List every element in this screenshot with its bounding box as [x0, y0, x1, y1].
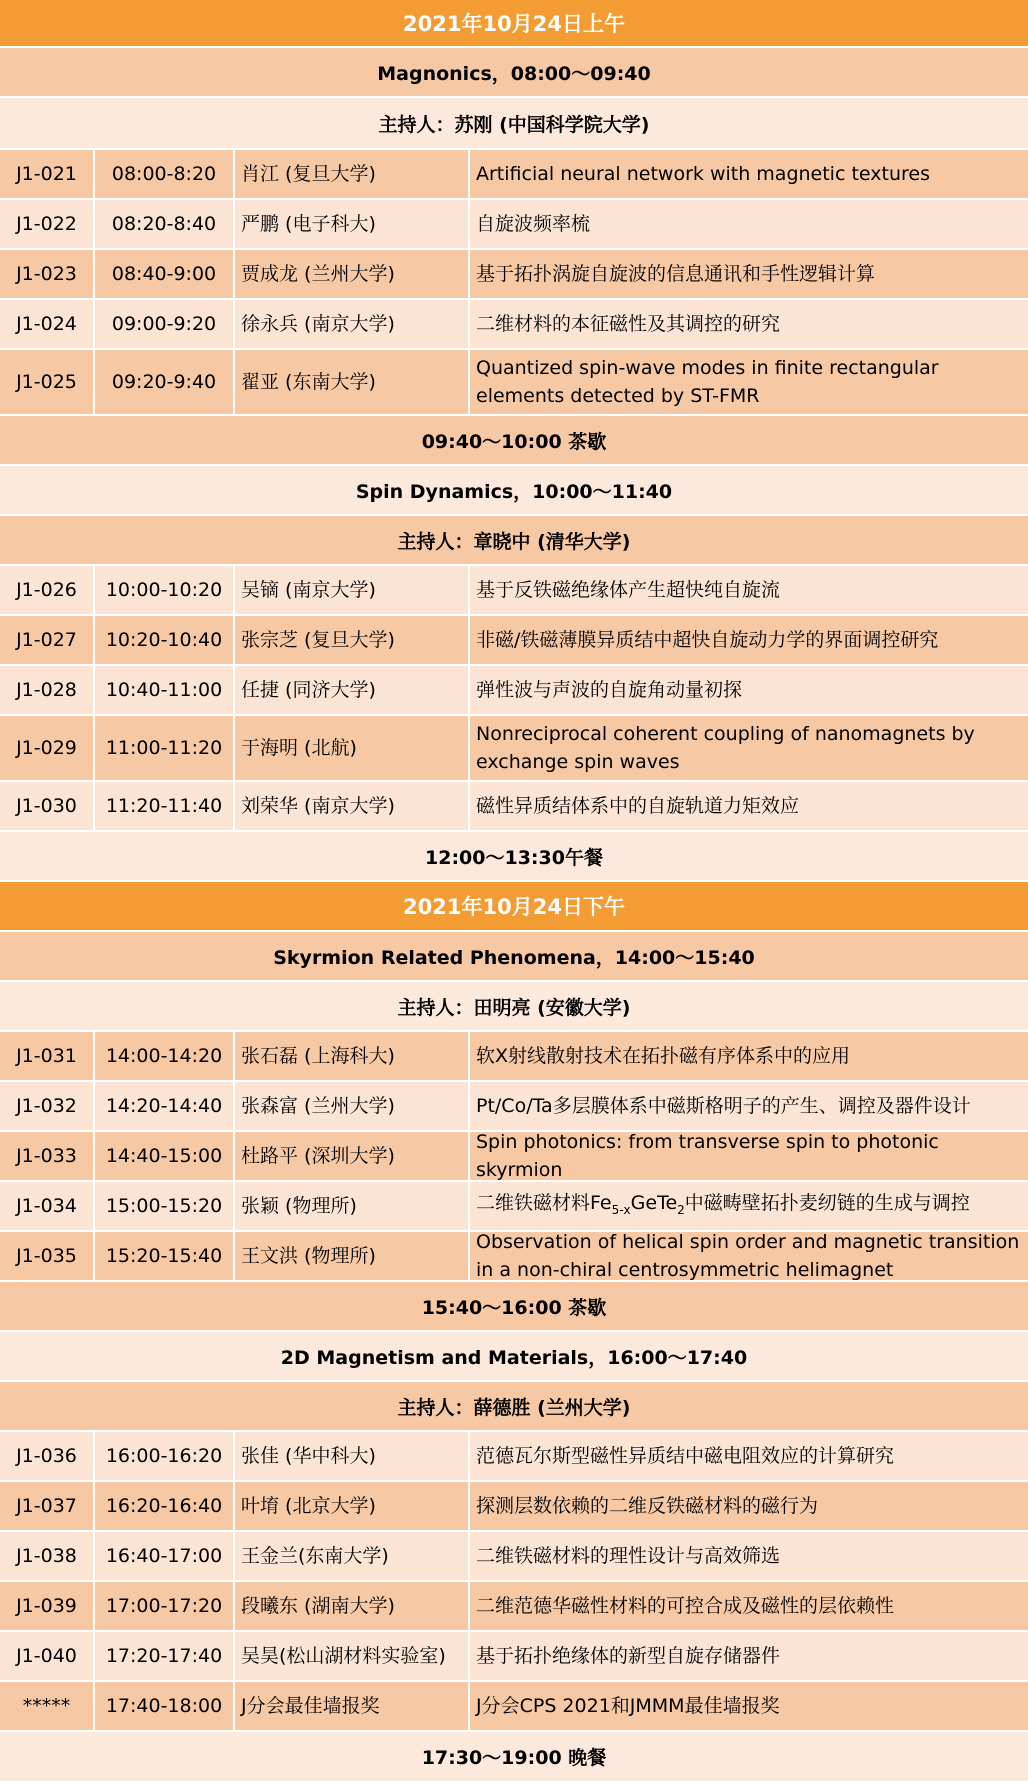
talk-speaker: 于海明 (北航) [235, 716, 470, 780]
table-row [0, 666, 1028, 716]
talk-id: J1-029 [0, 716, 95, 780]
talk-speaker: 张宗芝 (复旦大学) [235, 616, 470, 664]
talk-time: 11:00-11:20 [95, 716, 235, 780]
title-part: 二维铁磁材料Fe [476, 1191, 612, 1214]
talk-time: 14:40-15:00 [95, 1132, 235, 1180]
talk-speaker: J分会最佳墙报奖 [235, 1682, 470, 1730]
talk-speaker: 张森富 (兰州大学) [235, 1082, 470, 1130]
talk-title-text: 二维铁磁材料的理性设计与高效筛选 [476, 1545, 781, 1567]
talk-title-text: 基于拓扑涡旋自旋波的信息通讯和手性逻辑计算 [476, 263, 876, 285]
talk-title [470, 566, 1028, 614]
talk-title-text: 二维范德华磁性材料的可控合成及磁性的层依赖性 [476, 1595, 895, 1617]
table-row [0, 782, 1028, 832]
talk-title-text: Nonreciprocal coherent coupling of nanomagnets by exchange spin waves [476, 723, 975, 773]
talk-id: J1-028 [0, 666, 95, 714]
session-header: Magnonics，08:00～09:40 [0, 48, 1028, 98]
title-part: 5-x [611, 1202, 631, 1217]
table-row [0, 616, 1028, 666]
talk-time: 10:20-10:40 [95, 616, 235, 664]
talk-speaker: 徐永兵 (南京大学) [235, 300, 470, 348]
talk-id: J1-025 [0, 350, 95, 414]
table-row [0, 1532, 1028, 1582]
talk-time: 14:00-14:20 [95, 1032, 235, 1080]
talk-id: J1-021 [0, 150, 95, 198]
talk-title [470, 1182, 1028, 1230]
talk-title-text: 非磁/铁磁薄膜异质结中超快自旋动力学的界面调控研究 [476, 629, 939, 651]
talk-title [470, 200, 1028, 248]
talk-speaker: 杜路平 (深圳大学) [235, 1132, 470, 1180]
talk-speaker: 肖江 (复旦大学) [235, 150, 470, 198]
talk-id: ***** [0, 1682, 95, 1730]
talk-time: 08:20-8:40 [95, 200, 235, 248]
table-row [0, 200, 1028, 250]
talk-title-text: 弹性波与声波的自旋角动量初探 [476, 679, 743, 701]
session-header: Spin Dynamics，10:00～11:40 [0, 466, 1028, 516]
talk-title-text: Artificial neural network with magnetic textures [476, 163, 930, 185]
talk-id: J1-037 [0, 1482, 95, 1530]
table-row [0, 250, 1028, 300]
talk-speaker: 刘荣华 (南京大学) [235, 782, 470, 830]
talk-title [470, 1232, 1028, 1280]
talk-id: J1-032 [0, 1082, 95, 1130]
talk-title [470, 616, 1028, 664]
session-header: 主持人：章晓中 (清华大学) [0, 516, 1028, 566]
talk-time: 14:20-14:40 [95, 1082, 235, 1130]
talk-speaker: 任捷 (同济大学) [235, 666, 470, 714]
talk-time: 16:20-16:40 [95, 1482, 235, 1530]
talk-speaker: 段曦东 (湖南大学) [235, 1582, 470, 1630]
talk-title-text: J分会CPS 2021和JMMM最佳墙报奖 [476, 1695, 780, 1717]
day-header: 2021年10月24日下午 [0, 882, 1028, 932]
talk-time: 17:00-17:20 [95, 1582, 235, 1630]
talk-title-text: 基于拓扑绝缘体的新型自旋存储器件 [476, 1645, 781, 1667]
talk-title-text: Spin photonics: from transverse spin to photonic skyrmion [476, 1131, 939, 1181]
talk-title-text: Pt/Co/Ta多层膜体系中磁斯格明子的产生、调控及器件设计 [476, 1095, 971, 1117]
talk-title [470, 716, 1028, 780]
talk-speaker: 吴昊(松山湖材料实验室) [235, 1632, 470, 1680]
talk-title [470, 300, 1028, 348]
talk-time: 10:00-10:20 [95, 566, 235, 614]
talk-id: J1-040 [0, 1632, 95, 1680]
table-row [0, 1082, 1028, 1132]
session-header: 15:40～16:00 茶歇 [0, 1282, 1028, 1332]
talk-id: J1-038 [0, 1532, 95, 1580]
talk-time: 17:20-17:40 [95, 1632, 235, 1680]
talk-title [470, 1432, 1028, 1480]
table-row [0, 1432, 1028, 1482]
talk-title [470, 1582, 1028, 1630]
table-row [0, 350, 1028, 416]
talk-speaker: 王文洪 (物理所) [235, 1232, 470, 1280]
title-part: GeTe [630, 1191, 678, 1214]
talk-id: J1-035 [0, 1232, 95, 1280]
table-row [0, 1632, 1028, 1682]
talk-speaker: 严鹏 (电子科大) [235, 200, 470, 248]
talk-title [470, 250, 1028, 298]
talk-id: J1-023 [0, 250, 95, 298]
talk-title-text: 自旋波频率梳 [476, 213, 591, 235]
session-header: 2D Magnetism and Materials，16:00～17:40 [0, 1332, 1028, 1382]
talk-speaker: 王金兰(东南大学) [235, 1532, 470, 1580]
session-header: 主持人：苏刚 (中国科学院大学) [0, 98, 1028, 150]
table-row [0, 300, 1028, 350]
talk-time: 16:00-16:20 [95, 1432, 235, 1480]
talk-title [470, 1682, 1028, 1730]
talk-title-text: 二维材料的本征磁性及其调控的研究 [476, 313, 781, 335]
talk-time: 08:00-8:20 [95, 150, 235, 198]
talk-speaker: 叶堉 (北京大学) [235, 1482, 470, 1530]
session-header: 主持人：薛德胜 (兰州大学) [0, 1382, 1028, 1432]
talk-title-text [476, 1189, 970, 1224]
table-row [0, 1582, 1028, 1632]
talk-speaker: 张颖 (物理所) [235, 1182, 470, 1230]
talk-time: 10:40-11:00 [95, 666, 235, 714]
table-row [0, 716, 1028, 782]
talk-time: 16:40-17:00 [95, 1532, 235, 1580]
talk-speaker: 贾成龙 (兰州大学) [235, 250, 470, 298]
table-row [0, 1032, 1028, 1082]
talk-id: J1-027 [0, 616, 95, 664]
table-row [0, 1182, 1028, 1232]
session-header: 主持人：田明亮 (安徽大学) [0, 982, 1028, 1032]
talk-id: J1-034 [0, 1182, 95, 1230]
talk-title [470, 782, 1028, 830]
talk-time: 11:20-11:40 [95, 782, 235, 830]
talk-id: J1-022 [0, 200, 95, 248]
talk-time: 09:00-9:20 [95, 300, 235, 348]
table-row [0, 1132, 1028, 1182]
talk-id: J1-036 [0, 1432, 95, 1480]
talk-title [470, 666, 1028, 714]
table-row [0, 1482, 1028, 1532]
title-part: 中磁畴壁拓扑麦纫链的生成与调控 [684, 1191, 970, 1214]
session-header: 12:00～13:30午餐 [0, 832, 1028, 882]
talk-time: 15:00-15:20 [95, 1182, 235, 1230]
talk-time: 17:40-18:00 [95, 1682, 235, 1730]
talk-time: 15:20-15:40 [95, 1232, 235, 1280]
talk-time: 09:20-9:40 [95, 350, 235, 414]
talk-title [470, 1082, 1028, 1130]
title-part: 2 [677, 1202, 685, 1217]
day-header: 2021年10月24日上午 [0, 0, 1028, 48]
talk-speaker: 张佳 (华中科大) [235, 1432, 470, 1480]
talk-title-text: 磁性异质结体系中的自旋轨道力矩效应 [476, 795, 800, 817]
talk-title [470, 1632, 1028, 1680]
talk-title [470, 1032, 1028, 1080]
session-header: 17:30～19:00 晚餐 [0, 1732, 1028, 1783]
table-row [0, 1682, 1028, 1732]
talk-time: 08:40-9:00 [95, 250, 235, 298]
talk-title-text: 范德瓦尔斯型磁性异质结中磁电阻效应的计算研究 [476, 1445, 895, 1467]
talk-id: J1-031 [0, 1032, 95, 1080]
talk-title [470, 1482, 1028, 1530]
session-header: Skyrmion Related Phenomena，14:00～15:40 [0, 932, 1028, 982]
talk-id: J1-024 [0, 300, 95, 348]
talk-title-text: Observation of helical spin order and magnetic transition in a non-chiral centrosymmetric helimagnet [476, 1231, 1020, 1281]
talk-id: J1-030 [0, 782, 95, 830]
talk-title [470, 350, 1028, 414]
talk-title [470, 1132, 1028, 1180]
talk-title-text: 基于反铁磁绝缘体产生超快纯自旋流 [476, 579, 781, 601]
talk-title-text: 软X射线散射技术在拓扑磁有序体系中的应用 [476, 1045, 851, 1067]
table-row [0, 150, 1028, 200]
table-row [0, 566, 1028, 616]
talk-title [470, 1532, 1028, 1580]
talk-title-text: Quantized spin-wave modes in finite rectangular elements detected by ST-FMR [476, 357, 939, 407]
talk-id: J1-039 [0, 1582, 95, 1630]
talk-speaker: 翟亚 (东南大学) [235, 350, 470, 414]
talk-title [470, 150, 1028, 198]
talk-speaker: 吴镝 (南京大学) [235, 566, 470, 614]
session-header: 09:40～10:00 茶歇 [0, 416, 1028, 466]
talk-speaker: 张石磊 (上海科大) [235, 1032, 470, 1080]
talk-title-text: 探测层数依赖的二维反铁磁材料的磁行为 [476, 1495, 819, 1517]
table-row [0, 1232, 1028, 1282]
talk-id: J1-033 [0, 1132, 95, 1180]
talk-id: J1-026 [0, 566, 95, 614]
